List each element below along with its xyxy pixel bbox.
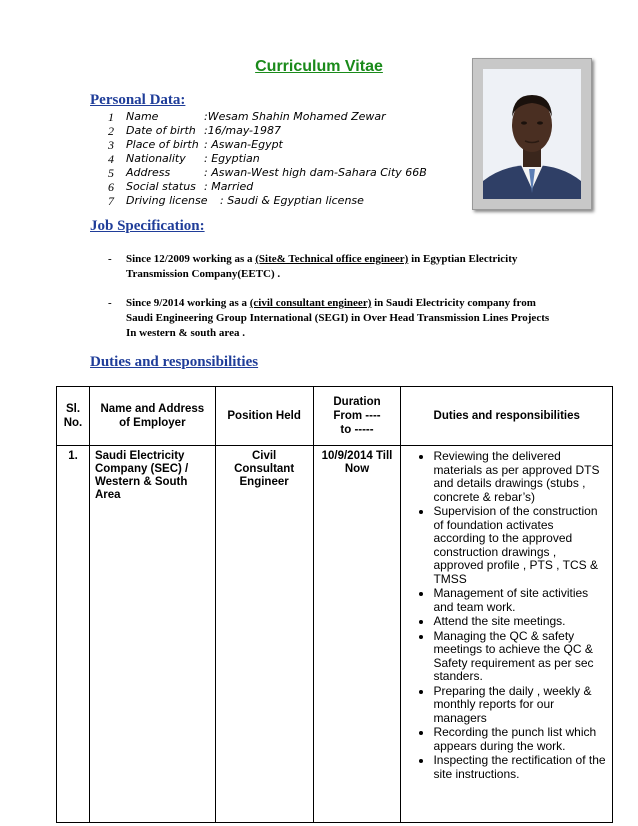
row-label: Social status: [126, 180, 196, 193]
row-number: 2: [108, 124, 114, 138]
row-value: :Wesam Shahin Mohamed Zewar: [204, 110, 386, 123]
header-employer: Name and Address of Employer: [89, 387, 215, 446]
job-text: Since 12/2009 working as a: [126, 253, 256, 265]
cell-position: Civil Consultant Engineer: [215, 446, 313, 823]
list-item: • Managing the QC & safety meetings to achieve the QC & Safety requirement as per sec standers.: [433, 630, 608, 684]
cell-duties: [401, 446, 613, 823]
row-label: Driving license: [126, 194, 208, 207]
job-role: (civil consultant engineer): [249, 297, 372, 309]
table-header-row: [57, 387, 613, 446]
job-specification-heading: Job Specification:: [90, 218, 205, 234]
dash-bullet: -: [108, 297, 112, 309]
header-duration: [313, 387, 401, 446]
header-duration-line: Duration: [333, 396, 381, 408]
row-number: 7: [108, 194, 114, 208]
cell-employer: Saudi Electricity Company (SEC) / Western & South Area: [89, 446, 215, 823]
row-number: 5: [108, 166, 114, 180]
job-text: Since 9/2014 working as a: [126, 297, 250, 309]
list-item: • Preparing the daily , weekly & monthly reports for our managers: [433, 685, 608, 726]
profile-photo: [483, 69, 581, 199]
list-item: • Supervision of the construction of foundation activates according to the approved construction drawings , approved profile , PTS , TCS & TMSS: [433, 505, 608, 586]
cell-sl: 1.: [57, 446, 90, 823]
header-duration-line: From ----: [333, 410, 381, 422]
job-role: (Site& Technical office engineer): [255, 253, 409, 265]
row-value: : Egyptian: [204, 152, 260, 165]
header-duties: Duties and responsibilities: [401, 387, 613, 446]
profile-photo-frame: [472, 58, 592, 210]
dash-bullet: -: [108, 253, 112, 265]
row-label: Nationality: [126, 152, 186, 165]
row-value: :16/may-1987: [204, 124, 281, 137]
cell-duration: 10/9/2014 Till Now: [313, 446, 401, 823]
row-number: 4: [108, 152, 114, 166]
personal-data-heading: Personal Data:: [90, 92, 186, 108]
list-item: • Management of site activities and team work.: [433, 587, 608, 614]
list-item: • Attend the site meetings.: [433, 615, 608, 629]
row-number: 6: [108, 180, 114, 194]
row-number: 1: [108, 110, 114, 124]
row-label: Address: [126, 166, 171, 179]
list-item: • Reviewing the delivered materials as per approved DTS and details drawings (stubs , concrete & rebar’s): [433, 450, 608, 504]
duties-heading: Duties and responsibilities: [90, 354, 259, 370]
row-label: Name: [126, 110, 159, 123]
list-item: • Recording the punch list which appears during the work.: [433, 726, 608, 753]
duties-table: [56, 386, 613, 823]
table-row: [57, 446, 613, 823]
list-item: • Inspecting the rectification of the site instructions.: [433, 754, 608, 781]
row-number: 3: [108, 138, 114, 152]
row-label: Place of birth: [126, 138, 199, 151]
job-text: in Saudi Electricity company from Saudi Engineering Group International (SEGI) in Over Head Transmission Lines Projects In western & south area .: [126, 297, 550, 339]
header-sl: Sl. No.: [57, 387, 90, 446]
header-duration-line: to -----: [340, 424, 374, 436]
duties-list: [409, 450, 608, 781]
row-value: : Married: [204, 180, 254, 193]
row-value: : Saudi & Egyptian license: [220, 194, 364, 207]
job-text: in Egyptian Electricity Transmission Company(EETC) .: [126, 253, 518, 280]
row-value: : Aswan-West high dam-Sahara City 66B: [204, 166, 427, 179]
cv-title: Curriculum Vitae: [255, 58, 383, 75]
row-label: Date of birth: [126, 124, 196, 137]
row-value: : Aswan-Egypt: [204, 138, 283, 151]
header-position: Position Held: [215, 387, 313, 446]
